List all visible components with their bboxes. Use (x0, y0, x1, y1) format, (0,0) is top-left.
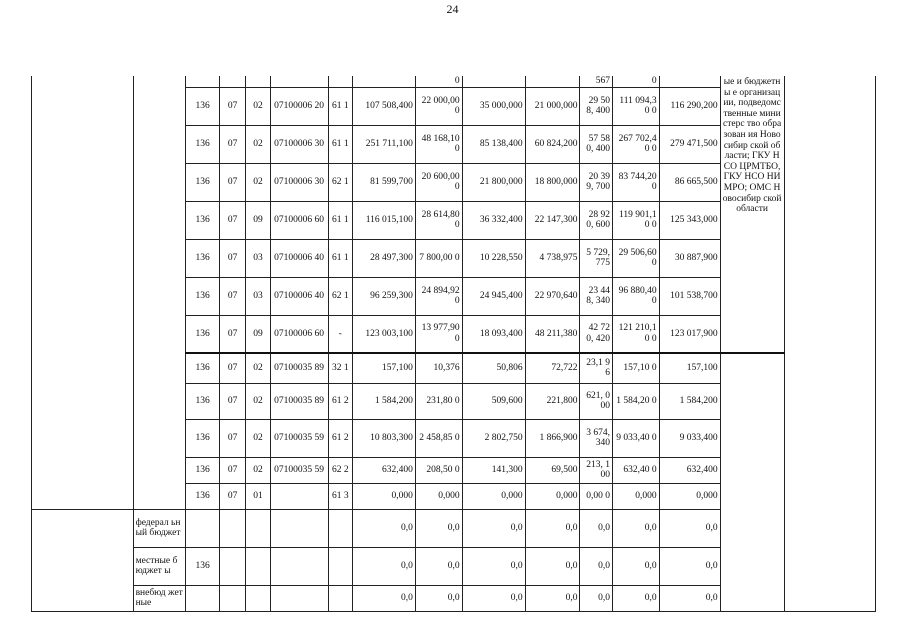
table-cell: 0,0 (525, 547, 580, 585)
table-cell: - (328, 315, 352, 353)
table-cell: 0,000 (612, 483, 659, 509)
table-cell: 0,0 (352, 547, 415, 585)
table-cell: 0,000 (525, 483, 580, 509)
table-cell (328, 76, 352, 87)
outer-left-cell (32, 76, 134, 509)
table-cell: 0 (612, 76, 659, 87)
table-cell: 07100035 89 (270, 353, 328, 383)
table-cell: 07 (219, 201, 245, 239)
table-cell: 0,0 (612, 547, 659, 585)
table-cell: 07 (219, 163, 245, 201)
table-cell: 221,800 (525, 383, 580, 419)
table-cell (525, 76, 580, 87)
table-cell: 157,10 0 (612, 353, 659, 383)
table-cell (246, 547, 270, 585)
table-cell: 0,0 (580, 585, 613, 611)
table-cell: 567 (580, 76, 613, 87)
table-cell: 18 800,000 (525, 163, 580, 201)
table-cell: 136 (186, 239, 220, 277)
table-cell: 9 033,400 (659, 419, 720, 457)
table-cell: 5 729, 775 (580, 239, 613, 277)
table-cell: 136 (186, 277, 220, 315)
table-cell: 10,376 (415, 353, 462, 383)
table-cell: 02 (246, 125, 270, 163)
table-cell: 02 (246, 419, 270, 457)
table-cell: 632,40 0 (612, 457, 659, 483)
table-cell: 0,0 (462, 547, 525, 585)
table-cell: 136 (186, 87, 220, 125)
table-cell: 0,0 (659, 585, 720, 611)
table-cell: 72,722 (525, 353, 580, 383)
table-body (32, 76, 876, 611)
table-cell: 09 (246, 201, 270, 239)
table-cell: 136 (186, 201, 220, 239)
page-number: 24 (446, 2, 459, 16)
table-cell: 21 800,000 (462, 163, 525, 201)
table-cell (462, 76, 525, 87)
table-cell: 61 1 (328, 239, 352, 277)
table-cell: 251 711,100 (352, 125, 415, 163)
table-cell: 0,0 (659, 509, 720, 547)
table-cell: 20 600,00 0 (415, 163, 462, 201)
table-cell: 208,50 0 (415, 457, 462, 483)
table-cell: 07100006 40 (270, 239, 328, 277)
table-row-partial (32, 76, 876, 87)
table-cell: 62 1 (328, 277, 352, 315)
table-cell: 07 (219, 353, 245, 383)
table-cell (246, 509, 270, 547)
table-cell (270, 585, 328, 611)
table-cell (328, 509, 352, 547)
table-cell: 136 (186, 163, 220, 201)
table-cell: 267 702,40 0 (612, 125, 659, 163)
table-cell: 03 (246, 277, 270, 315)
category-label: федерал ьный бюджет (133, 509, 186, 547)
table-cell: 22 147,300 (525, 201, 580, 239)
table-cell: 07 (219, 315, 245, 353)
table-cell: 136 (186, 353, 220, 383)
table-cell: 29 506,60 0 (612, 239, 659, 277)
table-cell: 07 (219, 87, 245, 125)
table-cell: 07 (219, 419, 245, 457)
table-cell (270, 547, 328, 585)
table-cell: 123 003,100 (352, 315, 415, 353)
table-cell: 136 (186, 419, 220, 457)
executor-note: ые и бюджетны е организац ии, подведомс твенные министерс тво образован ия Новосибир ской области; ГКУ НСО ЦРМТБО, ГКУ НСО НИМРО; ОМС Новосибир ской области (720, 76, 784, 353)
table-cell: 85 138,400 (462, 125, 525, 163)
table-cell: 20 399, 700 (580, 163, 613, 201)
table-cell (186, 76, 220, 87)
table-cell: 01 (246, 483, 270, 509)
table-cell: 121 210,10 0 (612, 315, 659, 353)
table-cell: 125 343,000 (659, 201, 720, 239)
table-cell: 1 584,20 0 (612, 383, 659, 419)
executor-empty-cell (720, 353, 784, 611)
table-cell: 0,000 (352, 483, 415, 509)
table-cell: 632,400 (659, 457, 720, 483)
table-cell: 32 1 (328, 353, 352, 383)
table-cell: 60 824,200 (525, 125, 580, 163)
table-cell: 23,1 96 (580, 353, 613, 383)
table-cell: 07 (219, 277, 245, 315)
table-cell: 136 (186, 383, 220, 419)
table-cell: 0,0 (580, 509, 613, 547)
category-cell (133, 76, 186, 509)
table-cell: 9 033,40 0 (612, 419, 659, 457)
category-label: внебюд жетные (133, 585, 186, 611)
table-cell: 61 3 (328, 483, 352, 509)
table-cell: 22 970,640 (525, 277, 580, 315)
table-cell: 0,0 (462, 509, 525, 547)
table-cell: 0,0 (525, 585, 580, 611)
table-cell: 50,806 (462, 353, 525, 383)
table-cell: 21 000,000 (525, 87, 580, 125)
table-cell: 61 1 (328, 125, 352, 163)
table-cell: 62 1 (328, 163, 352, 201)
table-cell: 10 228,550 (462, 239, 525, 277)
table-cell: 107 508,400 (352, 87, 415, 125)
table-cell (659, 76, 720, 87)
table-cell: 0,0 (462, 585, 525, 611)
table-cell: 61 2 (328, 419, 352, 457)
table-cell (328, 585, 352, 611)
table-cell: 29 508, 400 (580, 87, 613, 125)
table-cell: 61 1 (328, 87, 352, 125)
table-cell: 632,400 (352, 457, 415, 483)
table-cell: 0,0 (612, 509, 659, 547)
table-cell: 07100006 20 (270, 87, 328, 125)
table-cell: 30 887,900 (659, 239, 720, 277)
outer-right-cell (784, 76, 875, 611)
table-cell: 2 458,85 0 (415, 419, 462, 457)
table-cell: 22 000,00 0 (415, 87, 462, 125)
table-cell: 96 880,40 0 (612, 277, 659, 315)
table-cell: 119 901,10 0 (612, 201, 659, 239)
table-cell: 07100006 60 (270, 315, 328, 353)
budget-table-container (31, 76, 876, 612)
table-cell (270, 483, 328, 509)
table-cell: 02 (246, 163, 270, 201)
table-cell: 621, 000 (580, 383, 613, 419)
table-cell: 0,0 (352, 509, 415, 547)
table-cell: 0,0 (352, 585, 415, 611)
table-cell: 0,000 (659, 483, 720, 509)
table-cell: 07 (219, 383, 245, 419)
table-cell: 02 (246, 383, 270, 419)
table-cell: 509,600 (462, 383, 525, 419)
table-cell: 07100035 59 (270, 419, 328, 457)
budget-table (31, 76, 876, 612)
table-cell: 07100006 30 (270, 125, 328, 163)
table-cell: 48 168,10 0 (415, 125, 462, 163)
table-cell: 61 2 (328, 383, 352, 419)
table-cell: 0,0 (415, 585, 462, 611)
table-cell: 07100035 59 (270, 457, 328, 483)
table-cell: 279 471,500 (659, 125, 720, 163)
table-cell: 111 094,30 0 (612, 87, 659, 125)
table-cell: 48 211,380 (525, 315, 580, 353)
table-cell: 13 977,90 0 (415, 315, 462, 353)
table-cell (246, 76, 270, 87)
table-cell: 1 866,900 (525, 419, 580, 457)
table-cell: 61 1 (328, 201, 352, 239)
table-cell (219, 509, 245, 547)
table-cell: 24 894,92 0 (415, 277, 462, 315)
table-cell: 116 290,200 (659, 87, 720, 125)
table-cell: 28 920, 600 (580, 201, 613, 239)
table-cell: 141,300 (462, 457, 525, 483)
table-cell: 231,80 0 (415, 383, 462, 419)
table-cell: 18 093,400 (462, 315, 525, 353)
table-cell: 07 (219, 239, 245, 277)
table-cell: 62 2 (328, 457, 352, 483)
table-cell: 1 584,200 (352, 383, 415, 419)
table-cell (352, 76, 415, 87)
table-cell: 0,0 (612, 585, 659, 611)
table-cell: 136 (186, 125, 220, 163)
table-cell: 07 (219, 457, 245, 483)
table-cell: 123 017,900 (659, 315, 720, 353)
table-cell: 07 (219, 125, 245, 163)
table-cell: 0,0 (525, 509, 580, 547)
table-cell (270, 76, 328, 87)
table-cell: 213, 100 (580, 457, 613, 483)
table-cell: 07100006 60 (270, 201, 328, 239)
table-cell: 02 (246, 87, 270, 125)
table-cell: 57 580, 400 (580, 125, 613, 163)
table-cell: 23 448, 340 (580, 277, 613, 315)
table-cell (186, 509, 220, 547)
table-cell: 28 497,300 (352, 239, 415, 277)
outer-left-cell (32, 509, 134, 611)
table-cell: 28 614,80 0 (415, 201, 462, 239)
table-cell: 0,00 0 (580, 483, 613, 509)
table-cell: 157,100 (352, 353, 415, 383)
table-cell: 10 803,300 (352, 419, 415, 457)
table-cell: 4 738,975 (525, 239, 580, 277)
table-cell: 3 674, 340 (580, 419, 613, 457)
table-cell: 02 (246, 457, 270, 483)
table-cell: 2 802,750 (462, 419, 525, 457)
table-cell: 24 945,400 (462, 277, 525, 315)
table-cell: 09 (246, 315, 270, 353)
table-cell (270, 509, 328, 547)
table-cell: 07100006 30 (270, 163, 328, 201)
table-cell (219, 547, 245, 585)
table-cell: 0,000 (462, 483, 525, 509)
table-cell: 35 000,000 (462, 87, 525, 125)
table-cell: 0,0 (580, 547, 613, 585)
table-cell: 07100006 40 (270, 277, 328, 315)
table-cell: 136 (186, 315, 220, 353)
table-cell (219, 76, 245, 87)
table-cell: 136 (186, 483, 220, 509)
table-cell: 1 584,200 (659, 383, 720, 419)
table-cell: 02 (246, 353, 270, 383)
table-cell: 07 (219, 483, 245, 509)
table-cell: 0,000 (415, 483, 462, 509)
table-cell: 36 332,400 (462, 201, 525, 239)
table-cell: 0 (415, 76, 462, 87)
category-label: местные бюджет ы (133, 547, 186, 585)
table-cell: 136 (186, 457, 220, 483)
table-cell: 42 720, 420 (580, 315, 613, 353)
table-cell: 07100035 89 (270, 383, 328, 419)
table-cell: 116 015,100 (352, 201, 415, 239)
table-cell: 157,100 (659, 353, 720, 383)
table-cell: 83 744,20 0 (612, 163, 659, 201)
table-cell (328, 547, 352, 585)
table-cell: 7 800,00 0 (415, 239, 462, 277)
table-cell (186, 585, 220, 611)
table-cell (219, 585, 245, 611)
table-cell: 136 (186, 547, 220, 585)
table-cell: 0,0 (659, 547, 720, 585)
table-cell: 0,0 (415, 547, 462, 585)
table-cell: 96 259,300 (352, 277, 415, 315)
table-cell: 0,0 (415, 509, 462, 547)
table-cell (246, 585, 270, 611)
table-cell: 86 665,500 (659, 163, 720, 201)
table-cell: 03 (246, 239, 270, 277)
table-cell: 69,500 (525, 457, 580, 483)
table-cell: 101 538,700 (659, 277, 720, 315)
table-cell: 81 599,700 (352, 163, 415, 201)
